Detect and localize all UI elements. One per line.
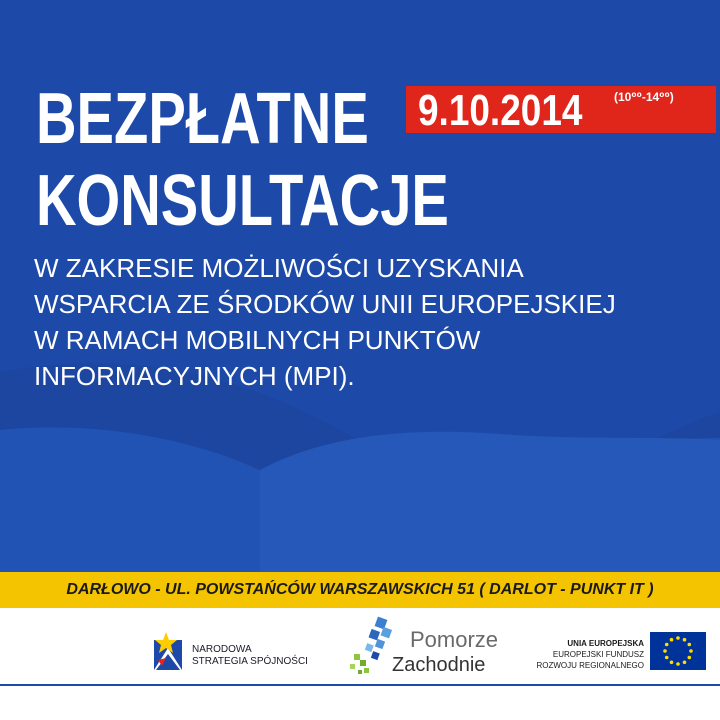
headline-line-2: KONSULTACJE [36, 161, 449, 241]
eu-logo [500, 630, 710, 678]
subtitle-line-4: INFORMACYJNYCH (MPI). [34, 361, 355, 391]
subtitle-line-1: W ZAKRESIE MOŻLIWOŚCI UZYSKANIA [34, 253, 524, 283]
headline-line-1: BEZPŁATNE [36, 79, 369, 159]
event-address: DARŁOWO - UL. POWSTAŃCÓW WARSZAWSKICH 51 ( DARLOT - PUNKT IT ) [66, 581, 654, 598]
headline [36, 78, 449, 242]
pomorze-text: Pomorze [410, 627, 499, 652]
nss-logo [152, 630, 342, 678]
pomorze-zachodnie-logo [346, 614, 506, 678]
address-bar [0, 572, 720, 608]
zachodnie-text: Zachodnie [392, 654, 486, 676]
eu-logo-text [536, 638, 644, 671]
eu-flag-icon [650, 632, 706, 670]
eu-stars [650, 632, 706, 670]
subtitle-line-3: W RAMACH MOBILNYCH PUNKTÓW [34, 325, 481, 355]
nss-logo-text [192, 644, 308, 668]
subtitle-line-2: WSPARCIA ZE ŚRODKÓW UNII EUROPEJSKIEJ [34, 289, 616, 319]
subtitle [34, 250, 714, 394]
nss-line-2: STRATEGIA SPÓJNOŚCI [192, 656, 308, 667]
event-time: (10⁰⁰-14⁰⁰) [614, 90, 674, 104]
date-badge [406, 86, 716, 133]
eu-line-1: UNIA EUROPEJSKA [567, 639, 644, 648]
logo-footer [0, 608, 720, 720]
event-date: 9.10.2014 [418, 86, 583, 135]
footer-divider [0, 684, 720, 686]
nss-line-1: NARODOWA [192, 644, 252, 655]
eu-line-2: EUROPEJSKI FUNDUSZ [552, 650, 644, 659]
eu-line-3: ROZWOJU REGIONALNEGO [536, 661, 644, 670]
nss-logo-icon [152, 630, 192, 678]
